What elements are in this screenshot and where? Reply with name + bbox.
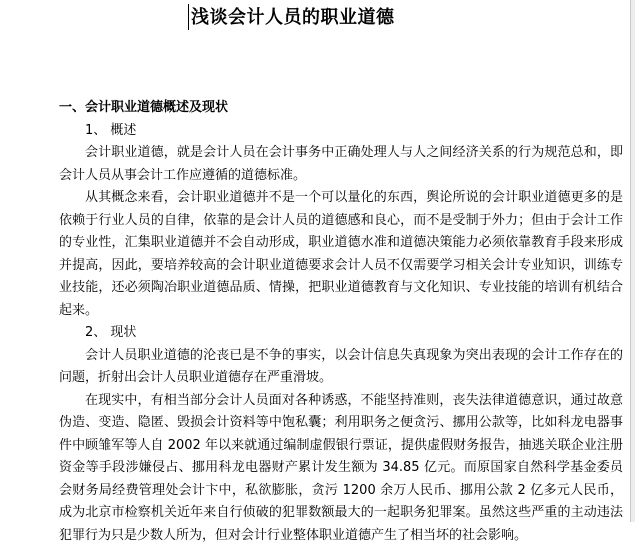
subsection-heading-overview[interactable]: 1、 概述 xyxy=(59,120,623,143)
document-title[interactable]: 浅谈会计人员的职业道德 xyxy=(191,5,395,31)
paragraph-status[interactable]: 会计人员职业道德的沦丧已是不争的事实，以会计信息失真现象为突出表现的会计工作存在的问题，折射出会计人员职业道德存在严重滑坡。 xyxy=(59,345,623,390)
window-right-edge xyxy=(630,0,635,522)
document-body[interactable] xyxy=(59,97,623,547)
text-cursor xyxy=(188,4,189,30)
paragraph-definition[interactable]: 会计职业道德，就是会计人员在会计事务中正确处理人与人之间经济关系的行为规范总和，即会计人员从事会计工作应遵循的道德标准。 xyxy=(59,142,623,187)
subsection-heading-status[interactable]: 2、 现状 xyxy=(59,322,623,345)
section-heading[interactable]: 一、会计职业道德概述及现状 xyxy=(59,97,623,120)
paragraph-concept[interactable]: 从其概念来看，会计职业道德并不是一个可以量化的东西，舆论所说的会计职业道德更多的是依赖于行业人员的自律，依靠的是会计人员的道德感和良心，而不是受制于外力；但由于会计工作的专业性，汇集职业道德并不会自动形成，职业道德水准和道德决策能力必须依靠教育手段来形成并提高，因此，要培养较高的会计职业道德要求会计人员不仅需要学习相关会计专业知识，训练专业技能，还必须陶冶职业道德品质、情操，把职业道德教育与文化知识、专业技能的培训有机结合起来。 xyxy=(59,187,623,322)
paragraph-reality[interactable]: 在现实中，有相当部分会计人员面对各种诱惑，不能坚持准则，丧失法律道德意识，通过故意伪造、变造、隐匿、毁损会计资料等中饱私囊；利用职务之便贪污、挪用公款等，比如科龙电器事件中顾雏军等人自 2002 年以来就通过编制虚假银行票证，提供虚假财务报告，抽逃关联企业注册资金等手段涉嫌侵占、挪用科龙电器财产累计发生额为 34.85 亿元。而原国家自然科学基金委员会财务局经费管理处会计卞中，私欲膨胀，贪污 1200 余万人民币、挪用公款 2 亿多元人民币，成为北京市检察机关近年来自行侦破的犯罪数额最大的一起职务犯罪案。虽然这些严重的主动违法犯罪行为只是少数人所为，但对会计行业整体职业道德产生了相当坏的社会影响。 xyxy=(59,390,623,547)
